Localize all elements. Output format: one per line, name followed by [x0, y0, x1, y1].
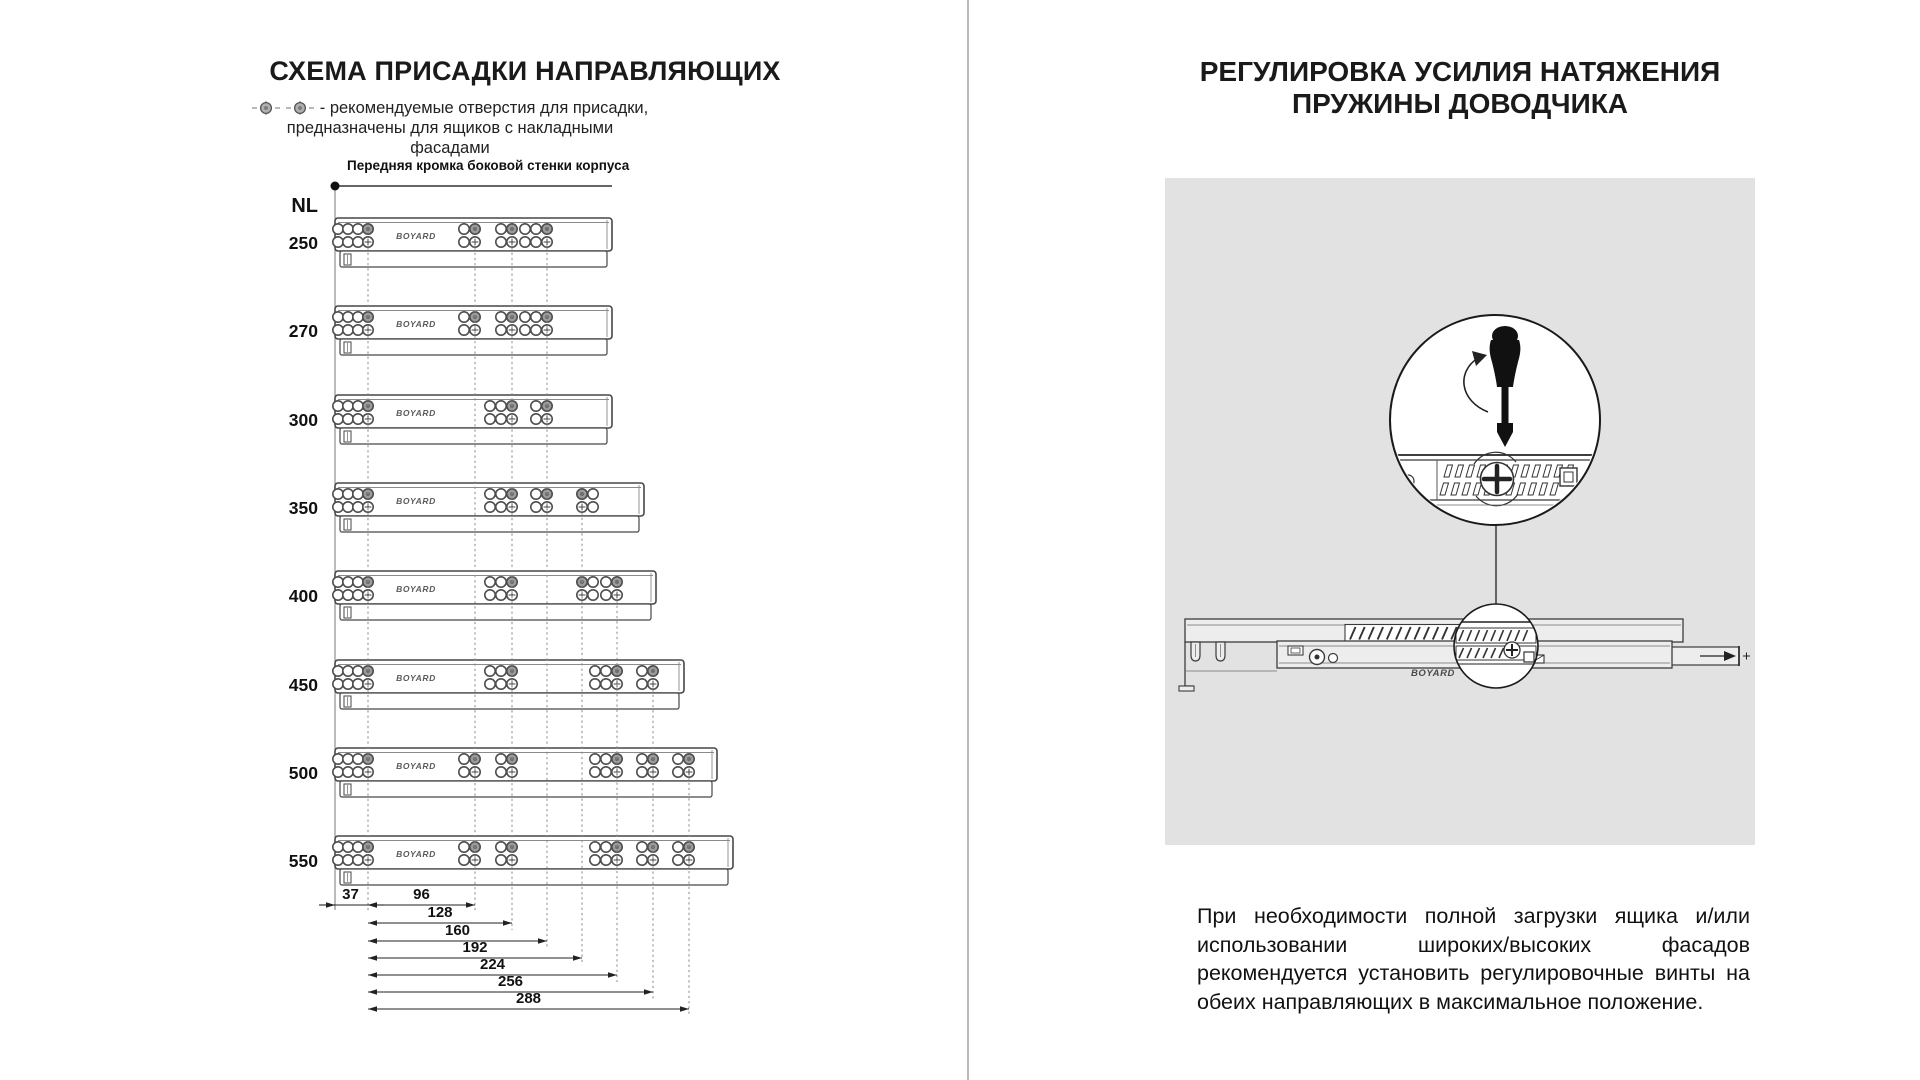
svg-text:128: 128: [427, 904, 453, 921]
drill-hole-icon: [286, 101, 314, 115]
nl-label-400: 400: [288, 586, 318, 606]
nl-label-350: 350: [288, 498, 318, 518]
slide-row-500: [333, 748, 717, 797]
magnifier-big-circle: [1390, 315, 1600, 525]
nl-label-250: 250: [288, 233, 318, 253]
slide-row-350: [333, 483, 644, 532]
slide-row-250: [333, 218, 612, 267]
slide-row-400: [333, 571, 656, 620]
front-edge-reference: [331, 182, 613, 911]
brand-logo: BOYARD: [396, 584, 436, 594]
brand-logo: BOYARD: [396, 319, 436, 329]
magnifier-small-circle: [1452, 604, 1540, 688]
slide-row-300: [333, 395, 612, 444]
brand-logo: BOYARD: [1410, 668, 1456, 679]
nl-label-550: 550: [288, 851, 318, 871]
brand-logo: BOYARD: [396, 496, 436, 506]
panel-divider: [967, 0, 969, 1080]
brand-logo: BOYARD: [396, 761, 436, 771]
svg-text:160: 160: [444, 922, 471, 939]
nl-header: NL: [291, 195, 318, 217]
slide-row-270: [333, 306, 612, 355]
right-page-title: [1165, 56, 1755, 120]
svg-text:192: 192: [462, 939, 488, 956]
note-paragraph: При необходимости полной загрузки ящика и/или использовании широких/высоких фасадов рекомендуется установить регулировочные винты на обеих направляющих в максимальное положение.: [1197, 904, 1750, 1014]
nl-label-500: 500: [288, 763, 318, 783]
dimension-ladder: [319, 886, 689, 1012]
svg-text:256: 256: [497, 973, 524, 990]
slide-row-550: [333, 836, 733, 885]
legend-text-line2: предназначены для ящиков с накладными фасадами: [286, 119, 614, 157]
svg-text:288: 288: [515, 990, 542, 1007]
brand-logo: BOYARD: [396, 408, 436, 418]
nl-label-300: 300: [288, 410, 318, 430]
brand-logo: BOYARD: [396, 231, 436, 241]
drill-hole-icon: [252, 101, 280, 115]
svg-text:37: 37: [342, 886, 359, 903]
closer-adjustment-illustration: [1165, 178, 1755, 845]
drilling-scheme-diagram: [270, 140, 810, 1040]
right-title-line2: ПРУЖИНЫ ДОВОДЧИКА: [1291, 88, 1629, 119]
svg-text:96: 96: [413, 886, 430, 903]
legend-text-line1: - рекомендуемые отверстия для присадки,: [319, 99, 649, 117]
brand-logo: BOYARD: [396, 849, 436, 859]
nl-label-450: 450: [288, 675, 318, 695]
svg-text:224: 224: [479, 956, 506, 973]
front-edge-label: Передняя кромка боковой стенки корпуса: [347, 158, 630, 173]
slide-row-450: [333, 660, 684, 709]
brand-logo: BOYARD: [396, 673, 436, 683]
left-page-title: СХЕМА ПРИСАДКИ НАПРАВЛЯЮЩИХ: [269, 56, 781, 86]
right-title-line1: РЕГУЛИРОВКА УСИЛИЯ НАТЯЖЕНИЯ: [1199, 56, 1721, 87]
nl-label-270: 270: [288, 321, 318, 341]
